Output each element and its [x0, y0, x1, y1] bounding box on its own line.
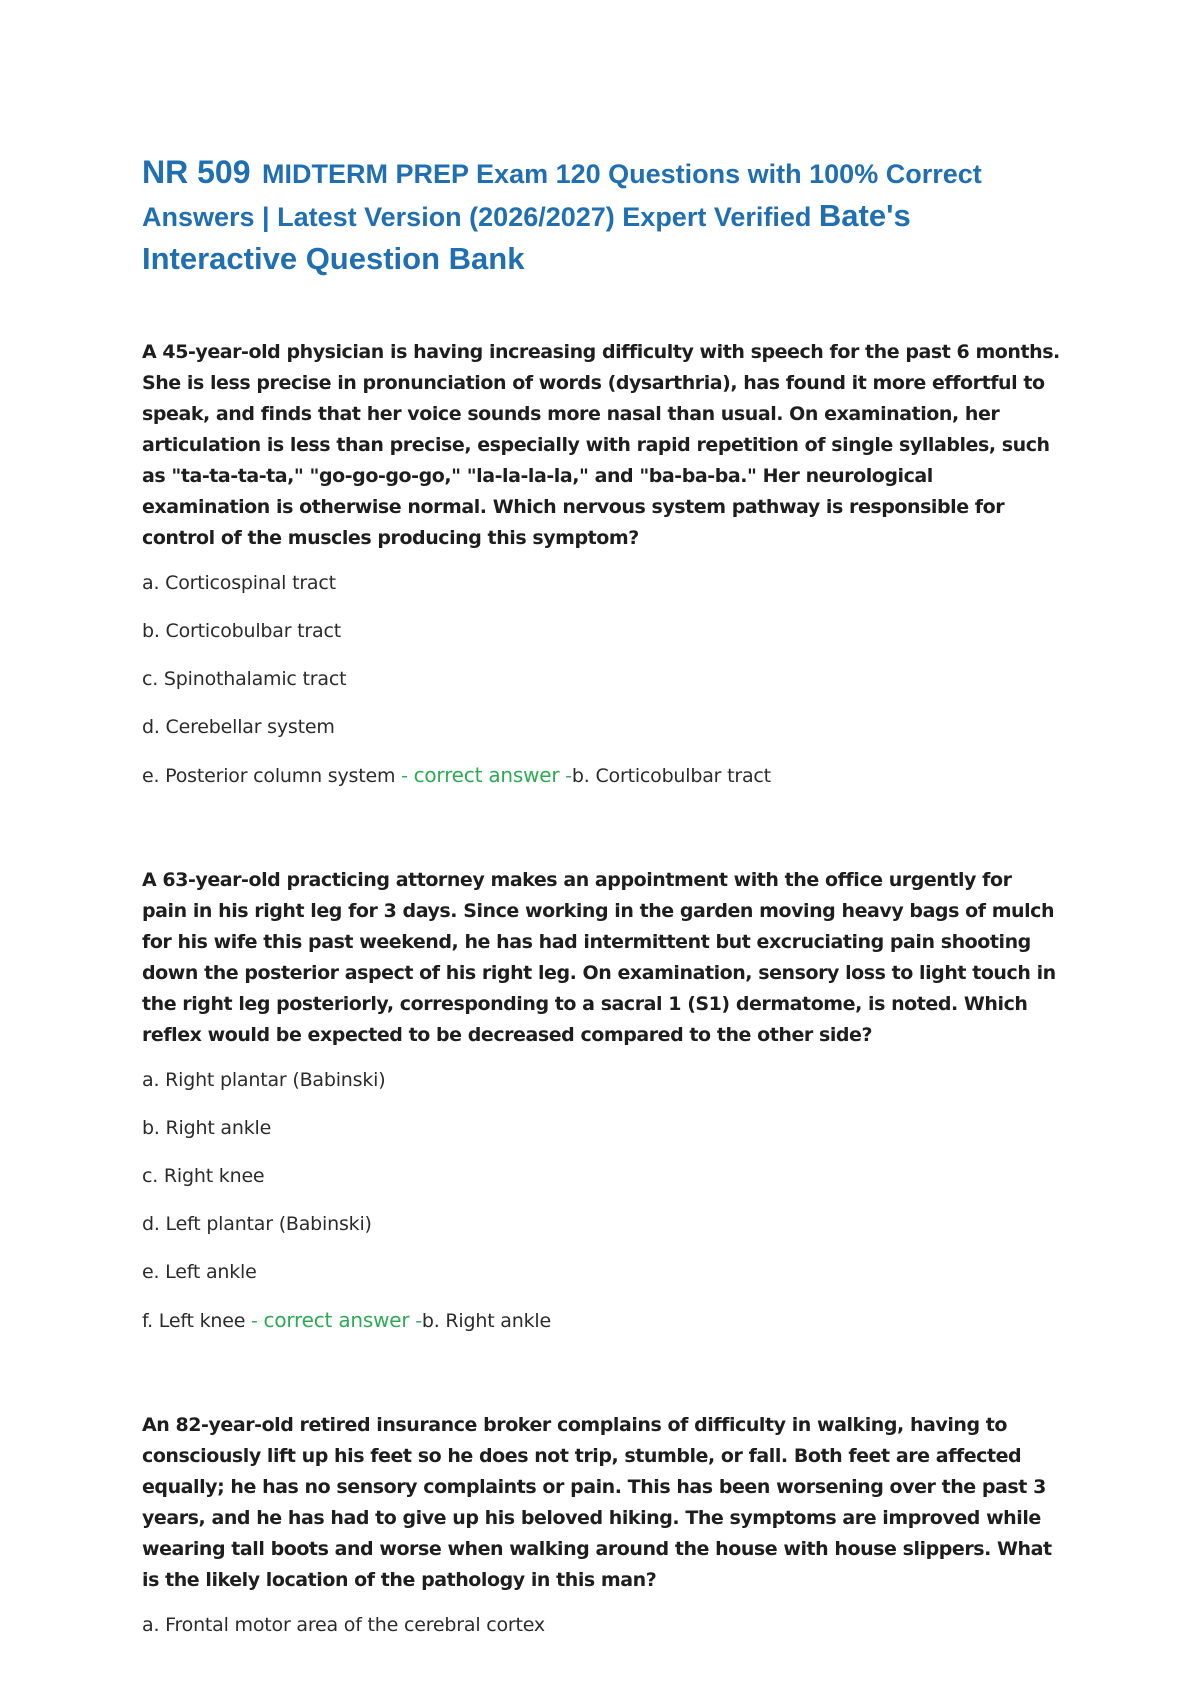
- question-stem: An 82-year-old retired insurance broker complains of difficulty in walking, having to consciously lift up his feet so he does not trip, stumble, or fall. Both feet are affected equally; he has no sensory complaints or pain. This has been worsening over the past 3 years, and he has had to give up his beloved hiking. The symptoms are improved while wearing tall boots and worse when walking around the house with house slippers. What is the likely location of the pathology in this man?: [142, 1414, 1052, 1591]
- answer-separator: -: [409, 1310, 422, 1332]
- option-item: c. Right knee: [142, 1165, 265, 1187]
- option-text: f. Left knee: [142, 1310, 246, 1332]
- option-item: d. Cerebellar system: [142, 716, 335, 738]
- option-list: [142, 1612, 1062, 1638]
- option-item: a. Right plantar (Babinski): [142, 1069, 386, 1091]
- option-item: d. Left plantar (Babinski): [142, 1213, 372, 1235]
- option-item-with-answer: [142, 762, 1062, 789]
- option-list: [142, 1067, 1062, 1334]
- title-main: MIDTERM PREP Exam 120 Questions with 100% Correct Answers | Latest Version (2026/2027) Expert Verified: [142, 159, 982, 232]
- option-item: b. Corticobulbar tract: [142, 620, 341, 642]
- correct-answer-label: correct answer: [413, 763, 560, 787]
- title-course-code: NR 509: [142, 154, 251, 190]
- question-stem: A 45-year-old physician is having increasing difficulty with speech for the past 6 months. She is less precise in pronunciation of words (dysarthria), has found it more effortful to speak, and finds that her voice sounds more nasal than usual. On examination, her articulation is less than precise, especially with rapid repetition of single syllables, such as "ta-ta-ta-ta," "go-go-go-go," "la-la-la-la," and "ba-ba-ba." Her neurological examination is otherwise normal. Which nervous system pathway is responsible for control of the muscles producing this symptom?: [142, 341, 1060, 549]
- option-item: a. Frontal motor area of the cerebral cortex: [142, 1614, 545, 1636]
- title-tail: Bate's Interactive Question Bank: [142, 198, 911, 276]
- option-item-with-answer: [142, 1307, 1062, 1334]
- correct-answer-value: b. Corticobulbar tract: [571, 765, 771, 787]
- correct-answer-value: b. Right ankle: [421, 1310, 551, 1332]
- option-item: a. Corticospinal tract: [142, 572, 336, 594]
- question-block: [142, 865, 1062, 1334]
- question-block: [142, 1410, 1062, 1638]
- document-title: [142, 152, 1062, 281]
- option-item: e. Left ankle: [142, 1261, 257, 1283]
- answer-separator: -: [395, 765, 414, 787]
- correct-answer-label: correct answer: [263, 1308, 410, 1332]
- option-list: [142, 570, 1062, 789]
- option-text: e. Posterior column system: [142, 765, 396, 787]
- option-item: c. Spinothalamic tract: [142, 668, 347, 690]
- answer-separator: -: [559, 765, 572, 787]
- document-page: [142, 152, 1062, 1660]
- option-item: b. Right ankle: [142, 1117, 272, 1139]
- question-block: [142, 337, 1062, 789]
- answer-separator: -: [245, 1310, 264, 1332]
- question-stem: A 63-year-old practicing attorney makes an appointment with the office urgently for pain in his right leg for 3 days. Since working in the garden moving heavy bags of mulch for his wife this past weekend, he has had intermittent but excruciating pain shooting down the posterior aspect of his right leg. On examination, sensory loss to light touch in the right leg posteriorly, corresponding to a sacral 1 (S1) dermatome, is noted. Which reflex would be expected to be decreased compared to the other side?: [142, 869, 1056, 1046]
